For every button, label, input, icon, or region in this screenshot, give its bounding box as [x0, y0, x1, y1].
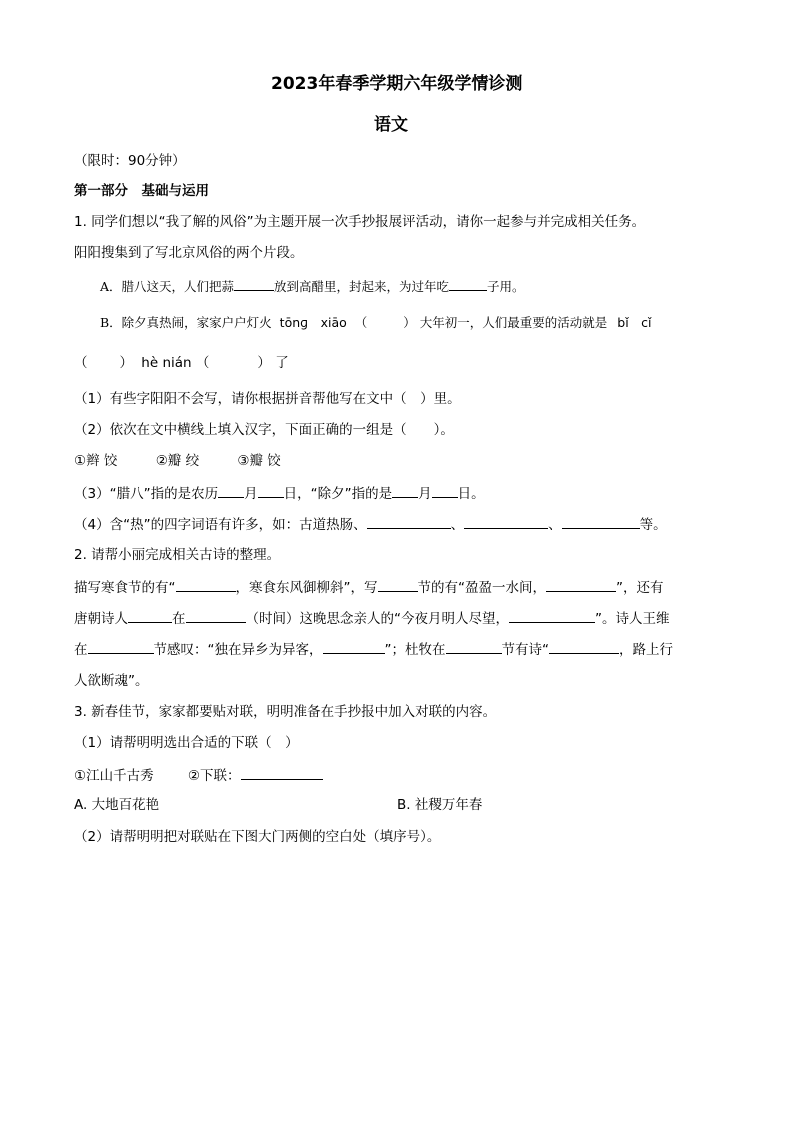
- sub3-text-2: 月: [244, 486, 258, 502]
- passage-a-blank-1[interactable]: [234, 276, 274, 291]
- sub3-text-1: （3）“腊八”指的是农历: [74, 486, 219, 502]
- couplet-upper: ①江山千古秀: [74, 768, 154, 784]
- q3-option-b[interactable]: B. 社稷万年春: [397, 797, 483, 813]
- q2-l2-text-3: （时间）这晚思念亲人的“今夜月明人尽望，: [245, 611, 509, 627]
- q2-l3-blank-3[interactable]: [446, 639, 502, 654]
- exam-title: 2023年春季学期六年级学情诊测: [271, 74, 523, 94]
- q1-intro: 阳阳搜集到了写北京风俗的两个片段。: [74, 245, 304, 261]
- passage-b-text-1: B．除夕真热闹，家家户户灯火: [100, 315, 272, 330]
- q1-passage-a: [100, 276, 525, 296]
- q3-sub2: （2）请帮明明把对联贴在下图大门两侧的空白处（填序号）。: [74, 829, 441, 845]
- q3-option-a[interactable]: A. 大地百花艳: [74, 797, 160, 813]
- q2-line-1: [74, 577, 664, 597]
- q2-l1-text-4: ”，还有: [616, 580, 664, 596]
- q2-l3-blank-4[interactable]: [549, 639, 619, 654]
- paren-open: （: [195, 355, 210, 371]
- part1-heading: 第一部分 基础与运用: [74, 183, 209, 199]
- q2-l1-blank-3[interactable]: [546, 577, 616, 592]
- paren-open: （: [354, 315, 368, 330]
- sub4-end: 等。: [639, 517, 667, 533]
- q2-l2-text-2: 在: [172, 611, 186, 627]
- passage-a-text-2: 放到高醋里，封起来，为过年吃: [274, 279, 450, 294]
- sub3-text-3: 日，“除夕”指的是: [283, 486, 393, 502]
- q3-sub1: （1）请帮明明选出合适的下联（ ）: [74, 735, 299, 751]
- q2-l3-text-5: ，路上行: [619, 642, 673, 658]
- q2-l2-blank-2[interactable]: [186, 608, 246, 623]
- option-3[interactable]: ③瓣 饺: [237, 453, 281, 469]
- q1-sub3: [74, 483, 485, 503]
- couplet-lower-label: ②下联：: [187, 768, 241, 784]
- q2-l1-text-3: 节的有“盈盈一水间，: [417, 580, 546, 596]
- q2-l2-text-4: ”。诗人王维: [595, 611, 670, 627]
- q1-sub4: [74, 514, 667, 534]
- q2-l1-text-2: ，寒食东风御柳斜”，写: [235, 580, 378, 596]
- sub3-text-4: 月: [418, 486, 432, 502]
- option-2[interactable]: ②瓣 绞: [155, 453, 200, 469]
- paren-close: ）: [257, 355, 271, 371]
- q2-l1-blank-2[interactable]: [378, 577, 418, 592]
- sub3-blank-4[interactable]: [432, 483, 458, 498]
- q1-sub2: （2）依次在文中横线上填入汉字，下面正确的一组是（ ）。: [74, 422, 454, 438]
- q1-passage-b: [100, 314, 652, 332]
- sub3-blank-1[interactable]: [218, 483, 244, 498]
- q2-l3-text-2: 节感叹：“独在异乡为异客，: [153, 642, 323, 658]
- passage-a-blank-2[interactable]: [449, 276, 487, 291]
- q1-passage-b-cont: [74, 354, 289, 372]
- subject-title: 语文: [374, 115, 408, 135]
- q2-l2-blank-1[interactable]: [128, 608, 172, 623]
- q2-l2-text-1: 唐朝诗人: [74, 611, 128, 627]
- q2-line-3: [74, 639, 673, 659]
- sub4-blank-3[interactable]: [562, 514, 640, 529]
- sub4-sep-1: 、: [450, 517, 465, 533]
- couplet-lower-blank[interactable]: [241, 765, 323, 780]
- pinyin-bici: bǐ cǐ: [617, 315, 652, 330]
- q2-line-4: 人欲断魂”。: [74, 673, 149, 689]
- q2-l3-blank-2[interactable]: [323, 639, 385, 654]
- q2-l2-blank-3[interactable]: [509, 608, 595, 623]
- q1-sub1: （1）有些字阳阳不会写，请你根据拼音帮他写在文中（ ）里。: [74, 391, 461, 407]
- sub4-text-1: （4）含“热”的四字词语有许多，如：古道热肠、: [74, 517, 367, 533]
- passage-a-text-3: 子用。: [487, 279, 525, 294]
- sub3-blank-3[interactable]: [392, 483, 418, 498]
- sub4-blank-2[interactable]: [464, 514, 548, 529]
- q3-couplet: [74, 765, 323, 785]
- q2-l3-blank-1[interactable]: [88, 639, 154, 654]
- q2-l3-text-3: ”；杜牧在: [384, 642, 446, 658]
- paren-close: ）: [403, 315, 416, 330]
- sub3-blank-2[interactable]: [258, 483, 284, 498]
- q1-stem: 1. 同学们想以“我了解的风俗”为主题开展一次手抄报展评活动，请你一起参与并完成相关任务。: [74, 214, 646, 230]
- passage-b-end: 了: [275, 355, 289, 371]
- pinyin-tongxiao: tōnɡ xiāo: [279, 315, 347, 330]
- q2-stem: 2. 请帮小丽完成相关古诗的整理。: [74, 547, 281, 563]
- q3-stem: 3. 新春佳节，家家都要贴对联，明明准备在手抄报中加入对联的内容。: [74, 704, 497, 720]
- q2-l1-text-1: 描写寒食节的有“: [74, 580, 176, 596]
- paren-close: ）: [119, 355, 133, 371]
- sub3-text-5: 日。: [457, 486, 485, 502]
- q2-line-2: [74, 608, 670, 628]
- sub4-sep-2: 、: [548, 517, 562, 533]
- time-limit: （限时：90分钟）: [74, 153, 186, 169]
- passage-a-text-1: A．腊八这天，人们把蒜: [100, 279, 235, 294]
- passage-b-text-2: 大年初一，人们最重要的活动就是: [419, 315, 608, 330]
- pinyin-henian: hè nián: [141, 355, 192, 371]
- q2-l1-blank-1[interactable]: [176, 577, 236, 592]
- paren-open: （: [74, 355, 88, 371]
- q2-l3-text-4: 节有诗“: [501, 642, 549, 658]
- q2-l3-text-1: 在: [74, 642, 88, 658]
- sub4-blank-1[interactable]: [367, 514, 451, 529]
- option-1[interactable]: ①辫 饺: [74, 453, 118, 469]
- q1-options: [74, 452, 281, 470]
